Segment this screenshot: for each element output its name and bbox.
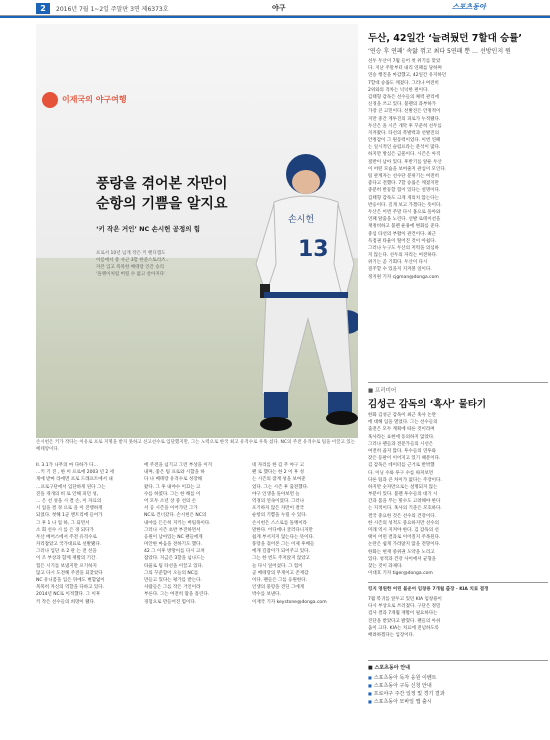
body-column-right — [252, 462, 358, 606]
text-line: 타율로 팀 타선을 이끌고 있다. — [144, 563, 204, 569]
text-line: 위기는 곧 기회다. 두산이 다시 — [368, 260, 428, 266]
text-line: 풍랑을 겪어본 그는 이제 후배들 — [252, 542, 315, 548]
text-line: 이 어떤 모습을 보여줄지 관심이 모인다. — [368, 166, 447, 172]
text-line: 지켜왔다. 타선의 폭발력과 선발진의 — [368, 130, 439, 136]
svg-text:13: 13 — [298, 237, 329, 262]
text-line: 그러나 입단 초 2 관 는 전 선을 — [36, 549, 97, 555]
text-line: 진단을 받았다고 밝혔다. 팬들의 아쉬 — [368, 618, 441, 624]
text-line: 쉽게 부서지지 않는다는 뜻이다. — [252, 534, 315, 540]
text-line: …프로구단에서 입단하게 된다 그는 — [36, 484, 106, 490]
text-line: 결국 중요한 것은 선수의 건강이다. — [368, 513, 437, 519]
page-header — [0, 0, 550, 16]
text-line: 부른다. 그는 여전히 땀을 흘린다. — [144, 592, 210, 598]
text-line: 이재국 기자 keystone@donga.com — [252, 599, 327, 605]
text-line: 7월 복귀를 앞두고 있던 KIA 임창용이 — [368, 597, 442, 602]
text-line: 부분이 있다. 불펜 투수들의 대기 시 — [368, 492, 438, 498]
text-line: 질주할 수 있을지 지켜볼 일이다. — [368, 267, 432, 273]
text-line: …키 기 진 , 한 이 프로에 2003 년 2 세 — [36, 470, 115, 476]
text-line: 않고 다시 도전해 주전을 되찾았다 — [36, 570, 103, 576]
text-line: 는 지적이다. 혹사의 기준은 모호하다. — [368, 506, 442, 512]
text-line: 간과 몸을 푸는 횟수도 고려해야 한다 — [368, 499, 441, 505]
text-line: 응원이 남아있는 NC 팬들에게 — [144, 534, 203, 540]
text-line: 었다. 그는 시즌 후 출전했다. — [252, 484, 309, 490]
second-article-title: 김성근 감독의 ‘혹사’ 물타기 — [368, 399, 487, 410]
section-divider — [368, 582, 548, 583]
feature-subhead: ‘키 작은 거인’ NC 손시헌 공정의 힘 — [96, 225, 201, 233]
newspaper-logo: 스포츠동아 — [452, 3, 486, 11]
text-line: 진돌 개개의 비 로 인해 피던 성, — [36, 491, 99, 497]
text-line: 순항의 기쁨을 누릴 수 있다. — [252, 513, 307, 519]
feature-intro — [96, 250, 214, 278]
text-line: 중심 타선의 부활이 관건이다. 최근 — [368, 231, 437, 237]
section-label: 야구 — [272, 4, 286, 12]
body-column-left — [36, 462, 134, 606]
third-article-body — [368, 596, 548, 639]
text-line: 그 후 1 나 업 하, 그 되면서 — [36, 520, 90, 526]
text-line: 경험으로 만들어진 힘이다. — [144, 599, 197, 605]
body-column-mid — [144, 462, 242, 606]
text-line: 묵묵히 자신의 역할을 다하고 있다. — [36, 585, 105, 591]
reporter-portrait-icon — [42, 92, 58, 108]
text-line: 박수를 보낸다. — [252, 592, 281, 598]
text-line: 가장 큰 고민이다. 선발진은 안정적이 — [368, 109, 441, 115]
intro-line: ‘돌멩이처럼 버릴 수 없고 살아지다’ — [96, 272, 166, 277]
issue-line: 2016년 7월 1~2일 주말판 3면 제6373호 — [56, 6, 169, 13]
text-line: 검사 결과 7개월 재활이 필요하다는 — [368, 611, 438, 617]
text-line: 혹사라는 표현에 동의하지 않았다. — [368, 434, 435, 440]
text-line: 두산은 올 시즌 개막 후 꾸준히 선두를 — [368, 123, 442, 129]
text-line: 에게 길잡이가 되어주고 있다. — [252, 549, 310, 555]
text-line: 두산 베어스에서 주전 유격수로 — [36, 534, 97, 540]
text-line: 찾는 것이 과제다. — [368, 563, 403, 569]
section-divider — [368, 382, 548, 383]
text-line: 왔다. 그 후 내야수 이끄는 고 — [144, 484, 201, 490]
text-line: 그의 꾸준함이 오늘의 NC를 — [144, 570, 199, 576]
text-line: 7할대 승률도 깨졌다. 그러나 여전히 — [368, 80, 439, 86]
text-line: 다. 지난 주말부터 내리 연패를 당하며 — [368, 66, 442, 72]
text-line: 지만 중간 계투진의 피로가 누적됐다. — [368, 116, 441, 122]
photo-caption: 손시헌은 키가 작다는 이유로 프로 지명을 받지 못하고 신고선수로 입단했지만, 그는 노력으로 한국 최고 유격수로 우뚝 섰다. NC의 주전 유격수로 팀을 이끌고 있는 베테랑이다. — [36, 440, 356, 452]
text-line: 하지만 숫자만으로는 설명되지 않는 — [368, 484, 438, 490]
second-article-body — [368, 412, 548, 577]
right-article-subtitle: ‘연승 후 연패’ 속앓 꺾고 최다 5연패 뿐 … 선방인지 뭔 — [368, 48, 511, 55]
text-line: 키 작은 선수들의 희망이 됐다. — [36, 599, 96, 605]
text-line: 다시 부상으로 쓰러졌다. 구단은 정밀 — [368, 604, 441, 610]
text-line: 지 않는다. 선두의 자리는 여전하다. — [368, 253, 438, 259]
text-line: 에 주전을 넘기고 그런 부상을 이겨 — [144, 463, 213, 468]
notice-item[interactable]: ■ 스포츠동아 독자 응원 이벤트 — [368, 674, 445, 682]
text-line: II. 3.1가 나무의 마 다하가 다... — [36, 463, 98, 468]
text-line: 반응이다. 길게 보고 가겠다는 뜻이다. — [368, 202, 442, 208]
text-line: 는 시즌의 잠재 성을 보여준 — [252, 477, 306, 483]
text-line: 손시헌은 스스로를 돌멩이라 — [252, 520, 308, 526]
notice-item[interactable]: ■ 스포츠동아 모바일 앱 출시 — [368, 698, 445, 706]
text-line: 이다. 팬들은 그를 응원한다. — [252, 578, 307, 583]
text-line: 움이 크다. KIA는 치료에 전념하도록 — [368, 625, 440, 631]
notice-list — [368, 674, 445, 706]
text-line: 어 모두 소년 상 중 선의 손 — [144, 498, 197, 504]
notice-item[interactable]: ■ 스포츠동아 구독 신청 안내 — [368, 682, 445, 690]
text-line: 2014년 NC로 이적했다. 그 이후 — [36, 592, 101, 598]
text-line: 한화는 현재 중위권 도약을 노리고 — [368, 549, 435, 555]
text-line: 김태형 감독은 선수들의 체력 관리에 — [368, 94, 439, 100]
text-line: 서 공 시즌을 이어가던 그가 — [144, 506, 198, 512]
text-line: 다 나 베테랑 유격수로 성장해 — [144, 477, 202, 483]
text-line: 자리잡았고 국가대표로 선발됐다. — [36, 542, 102, 548]
column-name: 이재국의 야구여행 — [62, 95, 127, 104]
third-article-title — [368, 586, 548, 593]
text-line: 팀 관계자는 선수단 분위기는 여전히 — [368, 174, 439, 179]
text-line: 잦은 등판이 이어지고 있기 때문이다. — [368, 456, 441, 462]
text-line: 야구 인생을 돌아보면 늘 — [252, 491, 300, 497]
text-line: 그는 한 번도 주저앉지 않았고 — [252, 556, 310, 562]
text-line: 소 회 선수 시 를 은 경 되다가 — [36, 527, 94, 533]
text-line: 한화 김성근 감독이 최근 혹사 논란 — [368, 413, 437, 418]
text-line: 선두 두산이 7월 들어 첫 위기를 맞았 — [368, 59, 441, 64]
text-line: 김태형 감독도 크게 개의치 않는다는 — [368, 195, 439, 201]
text-line: 그러나 팬들과 전문가들의 시선은 — [368, 441, 434, 447]
text-line: 네 자리를 한 김 주 야구 고 — [252, 463, 305, 468]
text-line: 출전은 모두 계획에 따른 것이라며 — [368, 427, 435, 433]
text-line: 배려하겠다는 입장이다. — [368, 632, 415, 638]
text-line: 늘 다시 일어섰다. 그 힘이 — [252, 563, 303, 569]
text-line: 재정비하고 불펜 운용에 변화를 준다. — [368, 224, 441, 230]
text-line: 말한다. 어디에나 굴러다니지만 — [252, 527, 313, 533]
text-line: 연패 탈출을 노린다. 선발 로테이션을 — [368, 217, 441, 223]
text-line: 연승 행진을 마감했고, 42일간 유지하던 — [368, 73, 447, 79]
text-line: 잡았다. 지금은 3할을 넘나드는 — [144, 556, 205, 562]
text-line: 되었다. 첫해 1군 엔트리에 들어가 — [36, 513, 103, 519]
right-article-body — [368, 58, 548, 281]
text-line: 안정감이 그 원동력이었다. 이번 연패 — [368, 138, 441, 144]
text-line: 충분히 반등할 힘이 있다는 설명이다. — [368, 188, 441, 194]
text-line: 포기하지 않은 자만이 결국 — [252, 506, 305, 512]
text-line: 이 조 부상과 함께 재활의 기간. — [36, 556, 97, 562]
text-line: 두산은 이번 주말 다시 홈으로 돌아와 — [368, 209, 441, 215]
text-line: 곧 베테랑의 무게이고 존재감 — [252, 570, 309, 576]
text-line: 김 감독은 데이터를 근거로 반박했 — [368, 463, 435, 469]
text-line: 있다. 성적과 건강 사이에서 균형을 — [368, 556, 437, 562]
text-line: 한 시즌의 성적도 중요하지만 선수의 — [368, 520, 439, 526]
intro-line: 자본 입고 묵묵한 베테랑 인간 승리 — [96, 265, 165, 270]
text-line: 여전히 곱지 않다. 투수들의 연투와 — [368, 448, 437, 454]
text-line: 다. 이닝 수와 투구 수를 따져보면 — [368, 470, 434, 476]
notice-item[interactable]: ■ 프로야구 주간 일정 및 경기 결과 — [368, 690, 445, 698]
text-line: 사람들은 그를 작은 거인이라 — [144, 585, 201, 591]
text-line: 득점권 타율이 떨어진 것이 아쉽다. — [368, 238, 437, 244]
right-article-title: 두산, 42일간 ‘늘려뒀던 7할대 승률’ — [368, 33, 523, 44]
text-line: 논란은 쉽게 가라앉지 않을 전망이다. — [368, 542, 441, 548]
text-line: 그러나 누구도 두산의 저력을 의심하 — [368, 245, 439, 251]
text-line: 시 업을 결 경 으로 을 이 진행하게 — [36, 506, 103, 512]
text-line: 에 대해 입을 열었다. 그는 선수들의 — [368, 420, 438, 426]
text-line: … 은 선 성을 시 결 손, 이 자료의 — [36, 498, 102, 504]
feature-article — [36, 24, 358, 440]
text-line: 역경의 연속이었다. 그러나 — [252, 498, 305, 504]
text-line: 42 그 이후 방망이를 다시 고쳐 — [144, 549, 205, 555]
text-line: 힘든 시기를 보냈지만 포기하지 — [36, 563, 97, 569]
headline-line: 순항의 기쁨을 알지요 — [96, 196, 228, 212]
text-line: 미래 역시 지켜야 한다. 김 감독의 선 — [368, 528, 439, 533]
text-line: 2위와의 격차는 넉넉한 편이다. — [368, 87, 429, 93]
text-line: 게에 받마 라에면 프로 드래프트에서 내 — [36, 477, 113, 483]
second-article-label: ■ 프리미어 — [368, 388, 397, 394]
text-line: 택이 어떤 결과로 이어질지 주목된다. — [368, 535, 441, 541]
text-line: 수를 하였다. 그는 한 해를 이 — [144, 491, 201, 497]
text-line: 다른 팀과 큰 차이가 없다는 주장이다. — [368, 477, 442, 483]
text-line: 내며, 좋은 팀 프로와 시합을 하 — [144, 470, 205, 476]
third-article-title-text: 킹지 영원한 어린 불운아 임창용 7개월 출장 · KIA 치료 결정 — [368, 587, 489, 592]
text-line: 신경을 쓰고 있다. 불펜의 과부하가 — [368, 102, 437, 108]
page-number: 2 — [36, 3, 50, 14]
notice-title: ■ 스포츠동아 안내 — [368, 665, 411, 671]
text-line: 하지만 방심은 금물이다. 시즌은 아직 — [368, 152, 441, 158]
headline-line: 풍랑을 겪어본 자만이 — [96, 176, 228, 192]
text-line: 팬 로 했다는 한 2 이 후 성 — [252, 470, 304, 476]
text-line: 내야를 든든히 지키는 버팀목이다. — [144, 520, 211, 526]
text-line: 좋다고 전했다. 7할 승률은 깨졌지만 — [368, 181, 439, 187]
text-line: 이대호 기자 tiger@donga.com — [368, 571, 433, 577]
feature-headline — [96, 174, 266, 214]
section-divider — [368, 660, 548, 661]
header-rule — [0, 16, 550, 18]
intro-line: 프로서 10년 넘게 작은 키 핸디캡도 — [96, 251, 166, 256]
text-line: NC 유니폼을 입은 뒤에도 변함없이 — [36, 578, 105, 583]
text-line: 는 일시적인 슬럼프라는 분석이 많다. — [368, 145, 441, 151]
svg-text:손시헌: 손시헌 — [288, 215, 315, 225]
text-line: NC로 건너갔다. 손시헌은 NC의 — [144, 513, 207, 519]
text-line: 절반이 남아 있다. 후반기를 앞둔 두산 — [368, 159, 442, 165]
intro-line: 이름에서 총 사근 3할 한준스토리즈.. — [96, 258, 169, 263]
text-line: 만들고 있다는 평가를 받는다. — [144, 578, 202, 583]
text-line: 미안한 마음을 전하기도 했다. — [144, 542, 202, 548]
text-line: 인생의 풍랑을 견딘 그에게 — [252, 585, 305, 591]
text-line: 정지원 기자 cjgman@donga.com — [368, 274, 439, 280]
text-line: 그러나 시즌 초반 부진하면서 — [144, 527, 201, 533]
